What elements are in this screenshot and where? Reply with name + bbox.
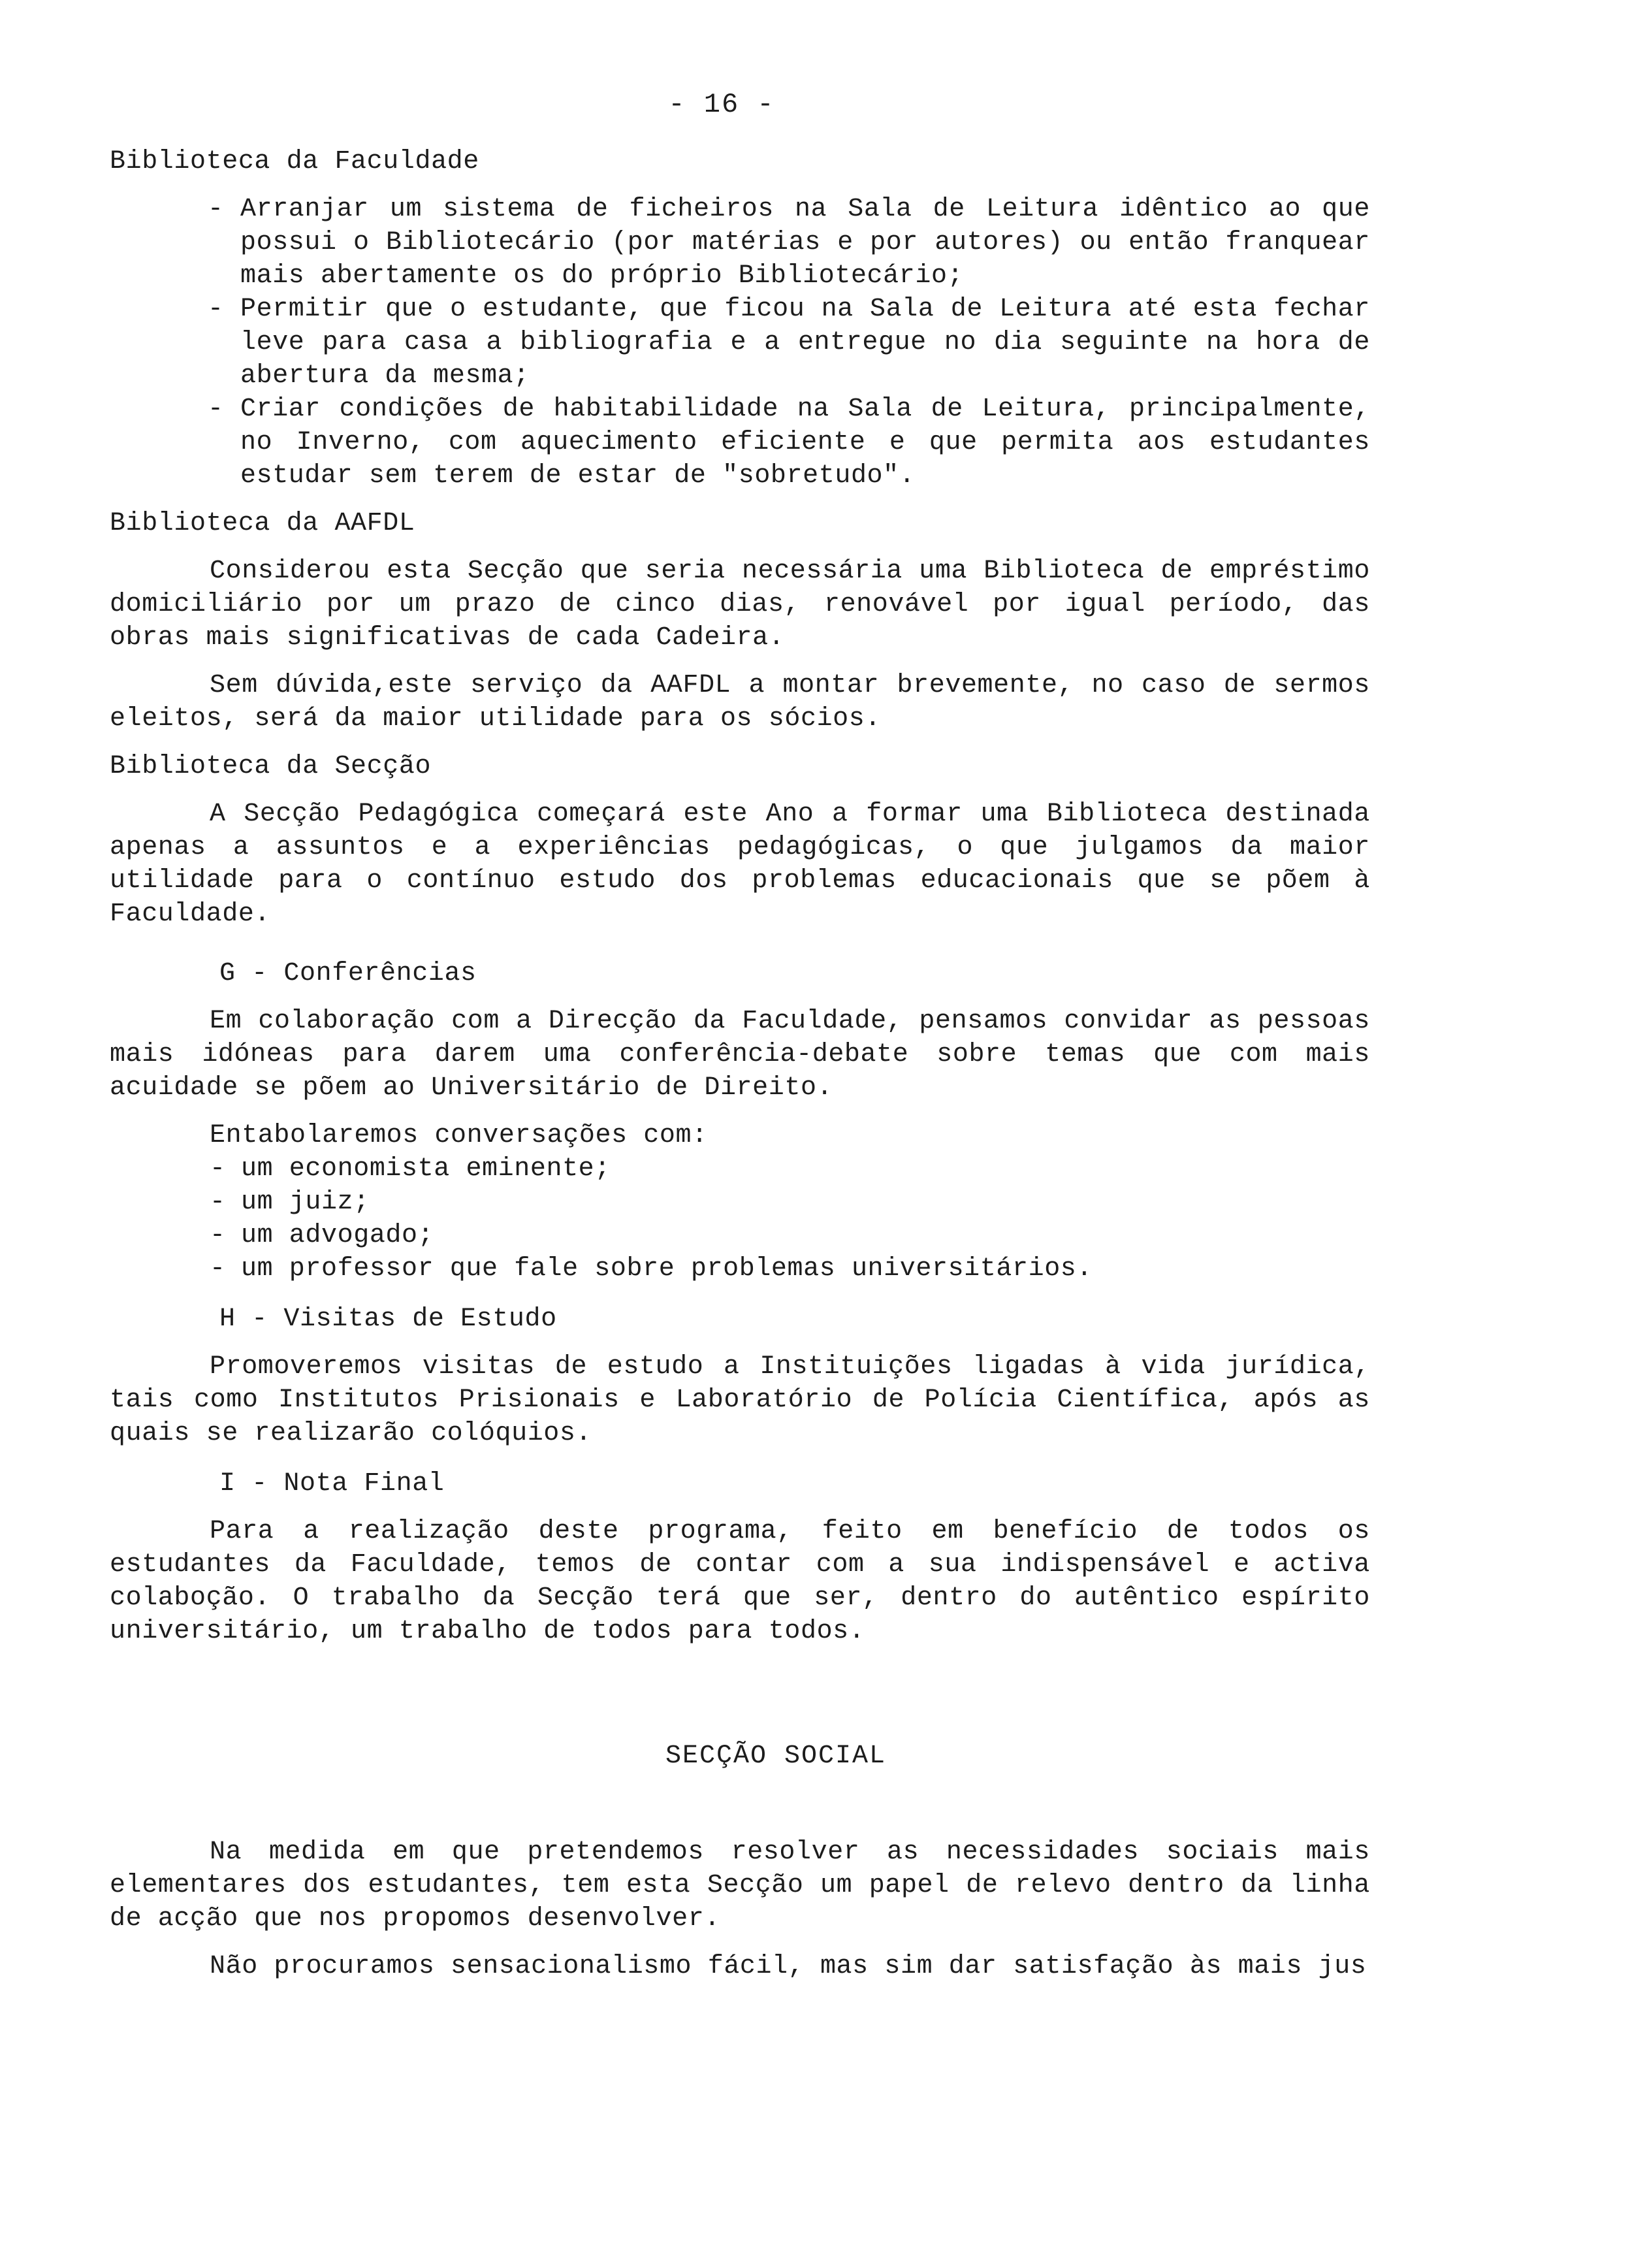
page-number: - 16 -: [668, 89, 775, 120]
paragraph: Sem dúvida,este serviço da AAFDL a montar brevemente, no caso de sermos eleitos, será da maior utilidade para os sócios.: [110, 671, 1370, 734]
list-item: - Permitir que o estudante, que ficou na Sala de Leitura até esta fechar leve para casa a bibliografia e a entregue no dia seguinte na hora de abertura da mesma;: [208, 293, 1370, 393]
paragraph: Não procuramos sensacionalismo fácil, mas sim dar satisfação às mais jus: [210, 1952, 1367, 1981]
section-heading-biblioteca-faculdade: Biblioteca da Faculdade: [110, 147, 479, 176]
list-item: - Arranjar um sistema de ficheiros na Sala de Leitura idêntico ao que possui o Bibliotecário (por matérias e por autores) ou então franquear mais abertamente os do próprio Bibliotecário;: [208, 193, 1370, 293]
list-item: - um economista eminente;: [210, 1152, 1370, 1186]
section-heading-nota-final: I - Nota Final: [219, 1469, 445, 1498]
paragraph: Em colaboração com a Direcção da Faculdade, pensamos convidar as pessoas mais idóneas para darem uma conferência-debate sobre temas que com mais acuidade se põem ao Universitário de Direito.: [110, 1007, 1370, 1103]
section-heading-visitas: H - Visitas de Estudo: [219, 1304, 557, 1334]
paragraph: Na medida em que pretendemos resolver as necessidades sociais mais elementares dos estudantes, tem esta Secção um papel de relevo dentro da linha de acção que nos propomos desenvolver.: [110, 1838, 1370, 1934]
section-heading-biblioteca-aafdl: Biblioteca da AAFDL: [110, 509, 415, 538]
list-intro: Entabolaremos conversações com:: [210, 1121, 708, 1150]
paragraph: Para a realização deste programa, feito em benefício de todos os estudantes da Faculdade, temos de contar com a sua indispensável e activa colaboção. O trabalho da Secção terá que ser, dentro do autêntico espírito universitário, um trabalho de todos para todos.: [110, 1517, 1370, 1646]
document-body: [110, 145, 1370, 1998]
section-title-seccao-social: SECÇÃO SOCIAL: [665, 1742, 887, 1771]
list-item: - um professor que fale sobre problemas universitários.: [210, 1252, 1370, 1286]
section-heading-conferencias: G - Conferências: [219, 959, 477, 988]
list-item: - um advogado;: [210, 1219, 1370, 1252]
section-heading-biblioteca-seccao: Biblioteca da Secção: [110, 752, 432, 781]
list-item: - Criar condições de habitabilidade na Sala de Leitura, principalmente, no Inverno, com aquecimento eficiente e que permita aos estudantes estudar sem terem de estar de "sobretudo".: [208, 393, 1370, 493]
biblioteca-faculdade-list: [208, 193, 1370, 493]
paragraph: Promoveremos visitas de estudo a Instituições ligadas à vida jurídica, tais como Institutos Prisionais e Laboratório de Polícia Científica, após as quais se realizarão colóquios.: [110, 1352, 1370, 1448]
list-item: - um juiz;: [210, 1186, 1370, 1219]
paragraph: A Secção Pedagógica começará este Ano a formar uma Biblioteca destinada apenas a assuntos e a experiências pedagógicas, o que julgamos da maior utilidade para o contínuo estudo dos problemas educacionais que se põem à Faculdade.: [110, 800, 1370, 929]
conferencias-list: [210, 1152, 1370, 1286]
paragraph: Considerou esta Secção que seria necessária uma Biblioteca de empréstimo domiciliário por um prazo de cinco dias, renovável por igual período, das obras mais significativas de cada Cadeira.: [110, 557, 1370, 653]
